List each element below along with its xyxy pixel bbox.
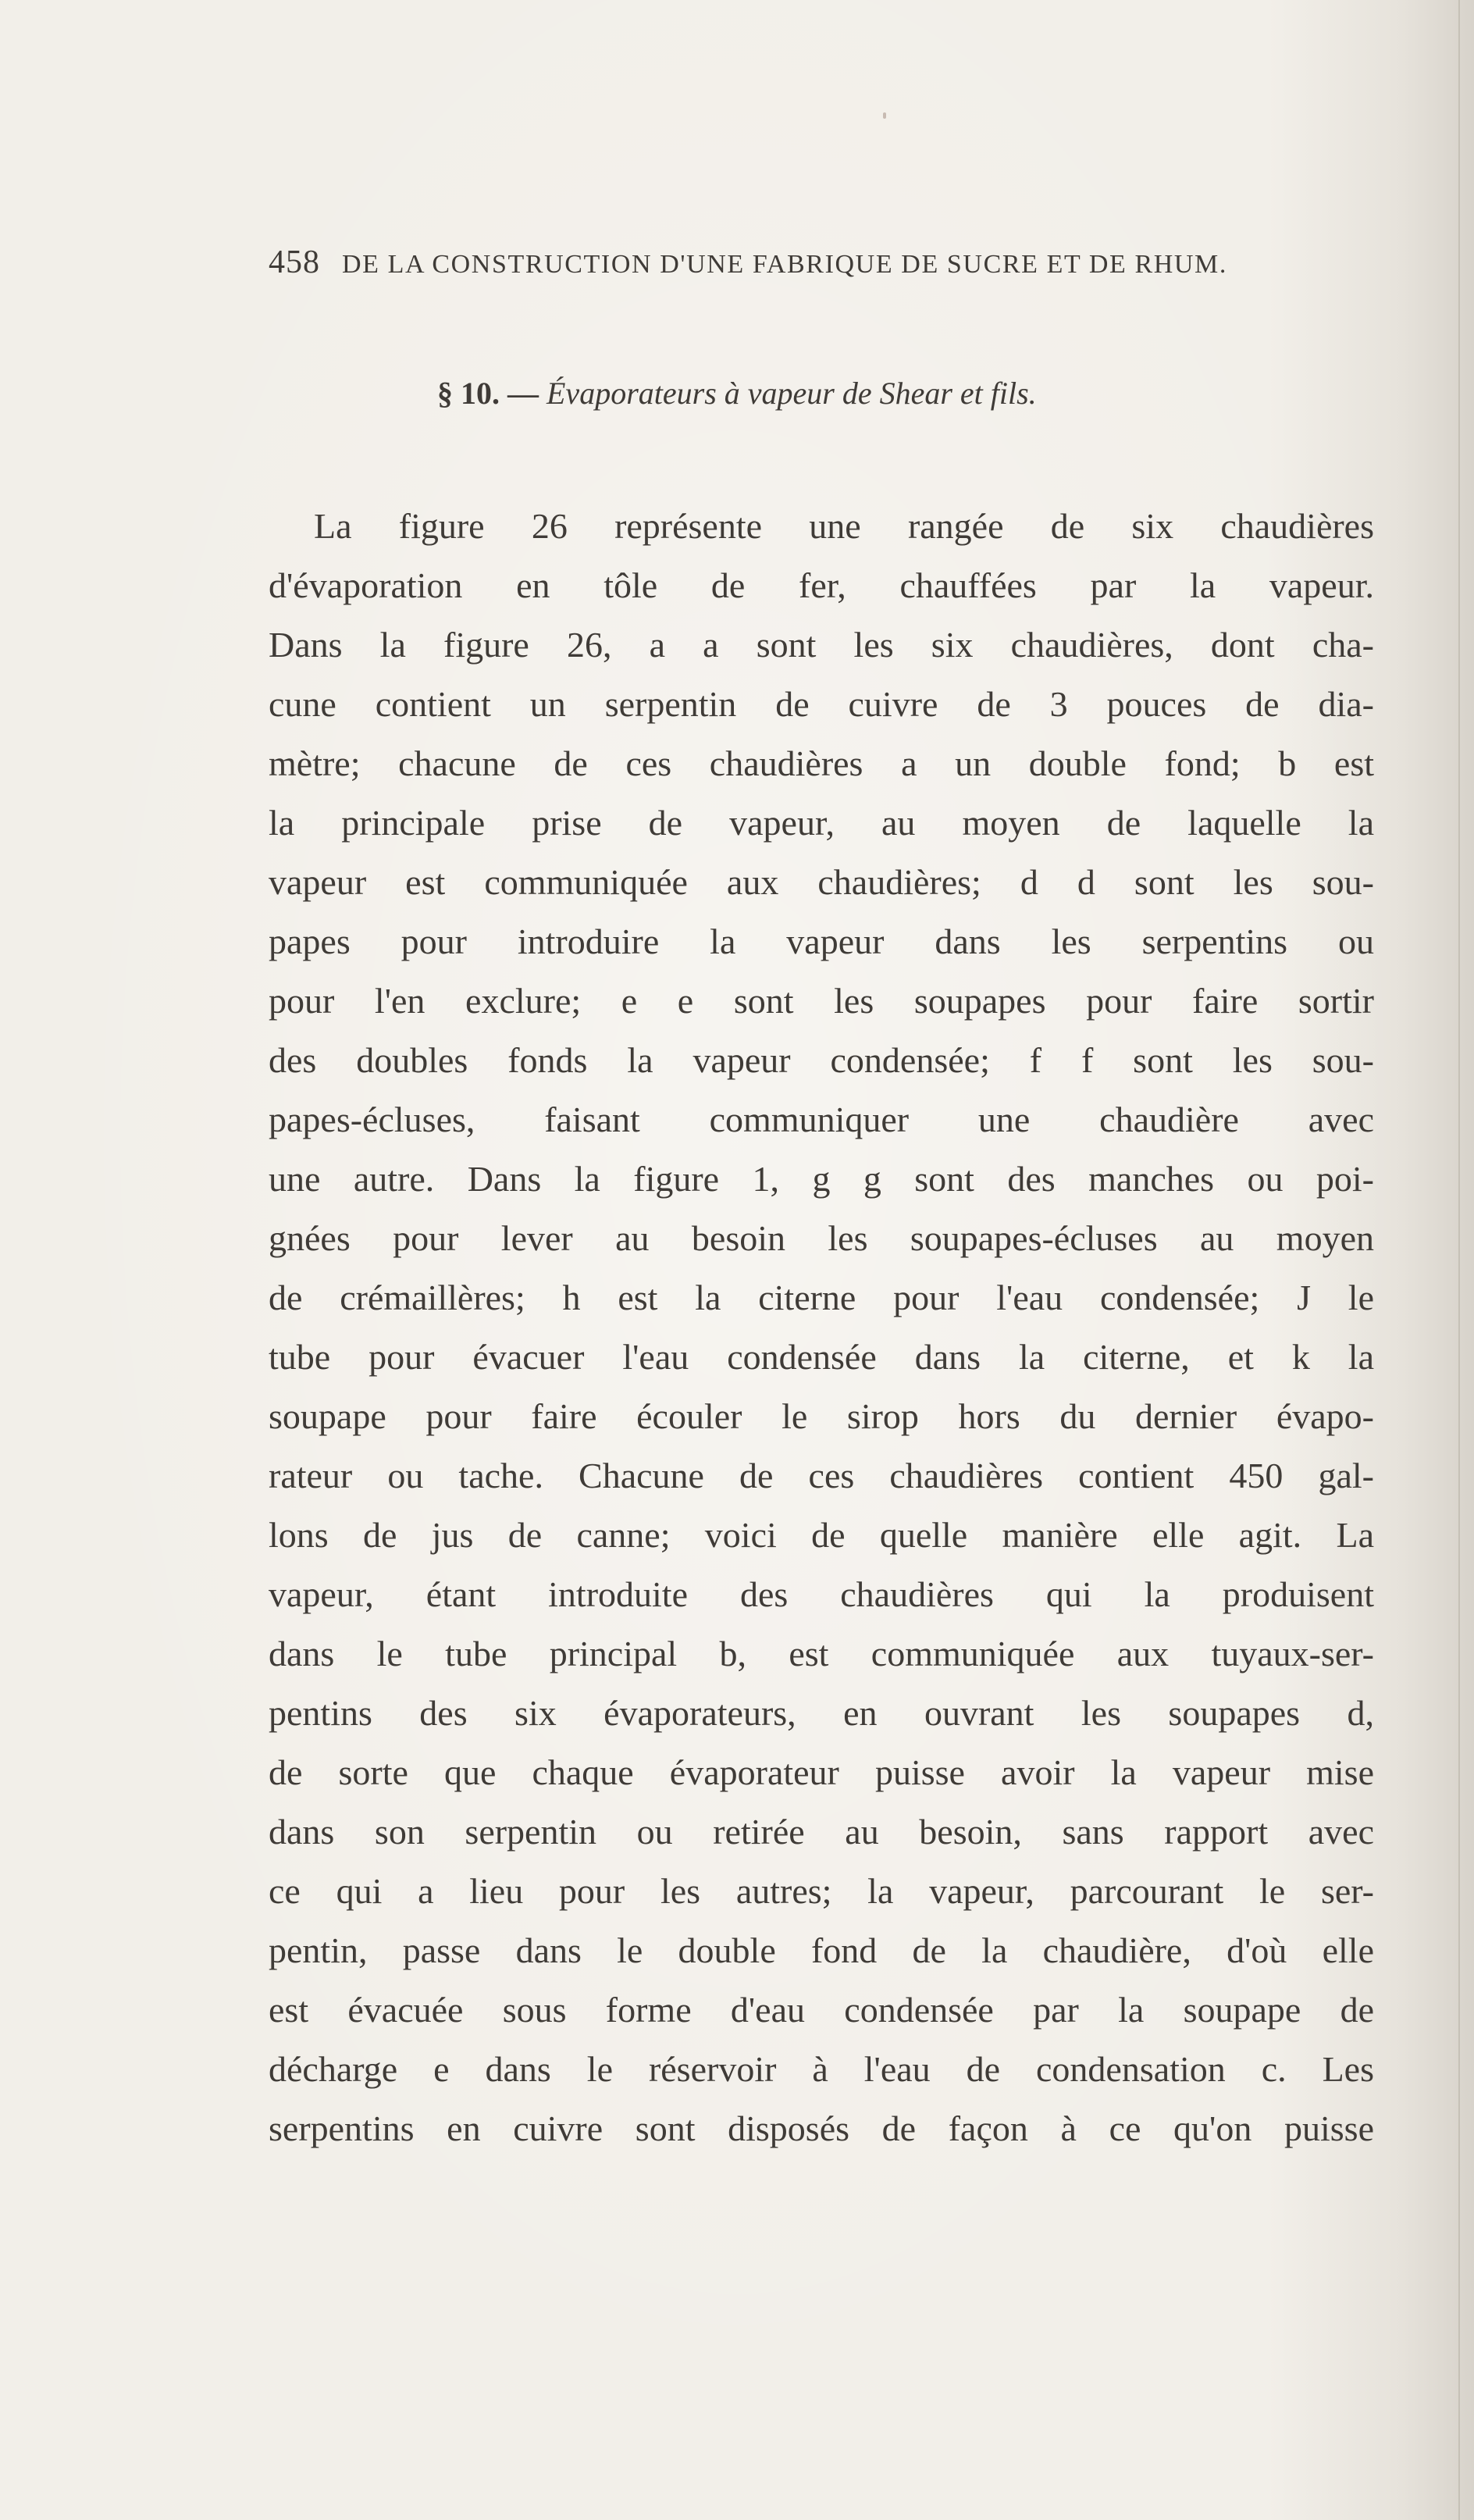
text-line: rateur ou tache. Chacune de ces chaudières contient 450 gal- [269,1456,1374,1495]
text-line: une autre. Dans la figure 1, g g sont des manches ou poi- [269,1159,1374,1199]
text-line: vapeur, étant introduite des chaudières qui la produisent [269,1574,1374,1614]
section-heading [437,375,1296,422]
section-number: § 10. — [437,376,539,411]
section-title: Évaporateurs à vapeur de Shear et fils. [547,376,1037,411]
body-text [269,497,1374,2158]
binding-edge [1458,0,1460,2520]
text-line: des doubles fonds la vapeur condensée; f f sont les sou- [269,1040,1374,1080]
text-line: mètre; chacune de ces chaudières a un double fond; b est [269,743,1374,783]
text-line: de sorte que chaque évaporateur puisse avoir la vapeur mise [269,1752,1374,1792]
text-line: soupape pour faire écouler le sirop hors du dernier évapo- [269,1396,1374,1436]
text-line: gnées pour lever au besoin les soupapes-écluses au moyen [269,1218,1374,1258]
text-line: pour l'en exclure; e e sont les soupapes pour faire sortir [269,981,1374,1021]
text-line: de crémaillères; h est la citerne pour l'eau condensée; J le [269,1278,1374,1317]
text-line: tube pour évacuer l'eau condensée dans la citerne, et k la [269,1337,1374,1377]
text-line: dans son serpentin ou retirée au besoin, sans rapport avec [269,1812,1374,1852]
text-line: cune contient un serpentin de cuivre de 3 pouces de dia- [269,684,1374,724]
text-line: la principale prise de vapeur, au moyen de laquelle la [269,803,1374,843]
running-title: DE LA CONSTRUCTION D'UNE FABRIQUE DE SUCRE ET DE RHUM. [342,250,1227,279]
running-header [269,244,1374,290]
text-line: est évacuée sous forme d'eau condensée par la soupape de [269,1990,1374,2030]
text-line: serpentins en cuivre sont disposés de façon à ce qu'on puisse [269,2108,1374,2148]
text-line: lons de jus de canne; voici de quelle manière elle agit. La [269,1515,1374,1555]
text-line: ce qui a lieu pour les autres; la vapeur, parcourant le ser- [269,1871,1374,1911]
text-line: décharge e dans le réservoir à l'eau de condensation c. Les [269,2049,1374,2089]
text-line: papes-écluses, faisant communiquer une chaudière avec [269,1100,1374,1139]
text-line: papes pour introduire la vapeur dans les serpentins ou [269,921,1374,961]
text-line: dans le tube principal b, est communiquée aux tuyaux-ser- [269,1634,1374,1673]
text-line: d'évaporation en tôle de fer, chauffées par la vapeur. [269,565,1374,605]
text-line: vapeur est communiquée aux chaudières; d d sont les sou- [269,862,1374,902]
text-line: pentin, passe dans le double fond de la chaudière, d'où elle [269,1930,1374,1970]
page-number: 458 [269,244,320,280]
text-line: pentins des six évaporateurs, en ouvrant les soupapes d, [269,1693,1374,1733]
text-line: La figure 26 représente une rangée de six chaudières [314,506,1374,546]
paper-speck [883,112,886,119]
text-line: Dans la figure 26, a a sont les six chaudières, dont cha- [269,625,1374,665]
